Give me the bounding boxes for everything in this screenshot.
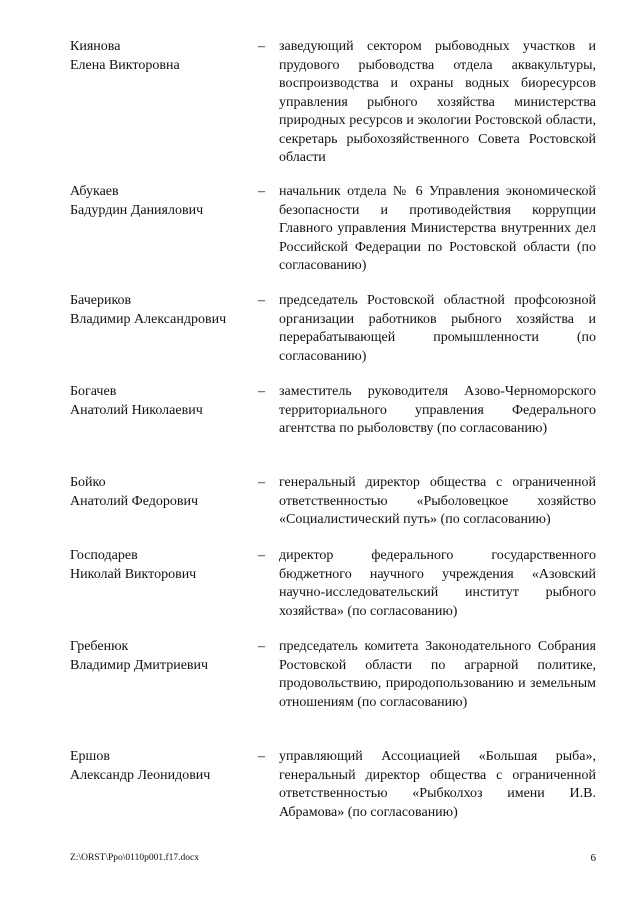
member-name <box>70 383 255 420</box>
entry-dash: – <box>258 39 265 54</box>
member-given-names: Владимир Александрович <box>70 311 227 327</box>
member-role: генеральный директор общества с ограниченной ответственностью «Рыболовецкое хозяйство «Социалистический путь» (по согласованию) <box>279 475 596 527</box>
member-given-names: Николай Викторович <box>70 566 197 582</box>
entry-dash: – <box>258 293 265 308</box>
member-role: председатель Ростовской областной профсоюзной организации работников рыбного хозяйства и перерабатывающей промышленности (по согласованию) <box>279 293 596 364</box>
member-surname: Гребенюк <box>70 639 129 654</box>
member-role: начальник отдела № 6 Управления экономической безопасности и противодействия коррупции Главного управления Министерства внутренних дел Российской Федерации по Ростовской области (по согласованию) <box>279 184 596 273</box>
page-number: 6 <box>590 852 596 864</box>
member-name <box>70 748 255 785</box>
entry-dash: – <box>258 384 265 399</box>
member-surname: Абукаев <box>70 184 119 199</box>
member-given-names: Анатолий Николаевич <box>70 402 203 418</box>
member-name <box>70 474 255 511</box>
entry-dash: – <box>258 475 265 490</box>
member-name <box>70 547 255 584</box>
member-given-names: Елена Викторовна <box>70 57 180 73</box>
entry-dash: – <box>258 639 265 654</box>
member-surname: Ершов <box>70 749 110 764</box>
member-given-names: Александр Леонидович <box>70 767 211 783</box>
member-surname: Господарев <box>70 548 138 563</box>
member-name <box>70 292 255 329</box>
entry-dash: – <box>258 749 265 764</box>
member-name <box>70 183 255 220</box>
member-given-names: Бадурдин Даниялович <box>70 202 204 218</box>
member-name <box>70 638 255 675</box>
entry-dash: – <box>258 548 265 563</box>
member-role: заместитель руководителя Азово-Черноморского территориального управления Федерального агентства по рыболовству (по согласованию) <box>279 384 596 436</box>
entry-dash: – <box>258 184 265 199</box>
member-surname: Киянова <box>70 39 121 54</box>
member-given-names: Владимир Дмитриевич <box>70 657 209 673</box>
member-role: управляющий Ассоциацией «Большая рыба», генеральный директор общества с ограниченной ответственностью «Рыбколхоз имени И.В. Абрамова» (по согласованию) <box>279 749 596 820</box>
file-path: Z:\ORST\Ppo\0110p001.f17.docx <box>70 853 199 863</box>
member-role: председатель комитета Законодательного Собрания Ростовской области по аграрной политике, продовольствию, природопользованию и земельным отношениям (по согласованию) <box>279 639 596 710</box>
member-role: директор федерального государственного бюджетного научного учреждения «Азовский научно-исследовательский институт рыбного хозяйства» (по согласованию) <box>279 548 596 619</box>
member-given-names: Анатолий Федорович <box>70 493 199 509</box>
member-surname: Богачев <box>70 384 117 399</box>
member-surname: Бойко <box>70 475 106 490</box>
member-role: заведующий сектором рыбоводных участков и прудового рыбоводства отдела аквакультуры, воспроизводства и охраны водных биоресурсов управления рыбного хозяйства министерства природных ресурсов и экологии Ростовской области, секретарь рыбохозяйственного Совета Ростовской области <box>279 39 596 165</box>
member-name <box>70 38 255 75</box>
member-surname: Бачериков <box>70 293 132 308</box>
